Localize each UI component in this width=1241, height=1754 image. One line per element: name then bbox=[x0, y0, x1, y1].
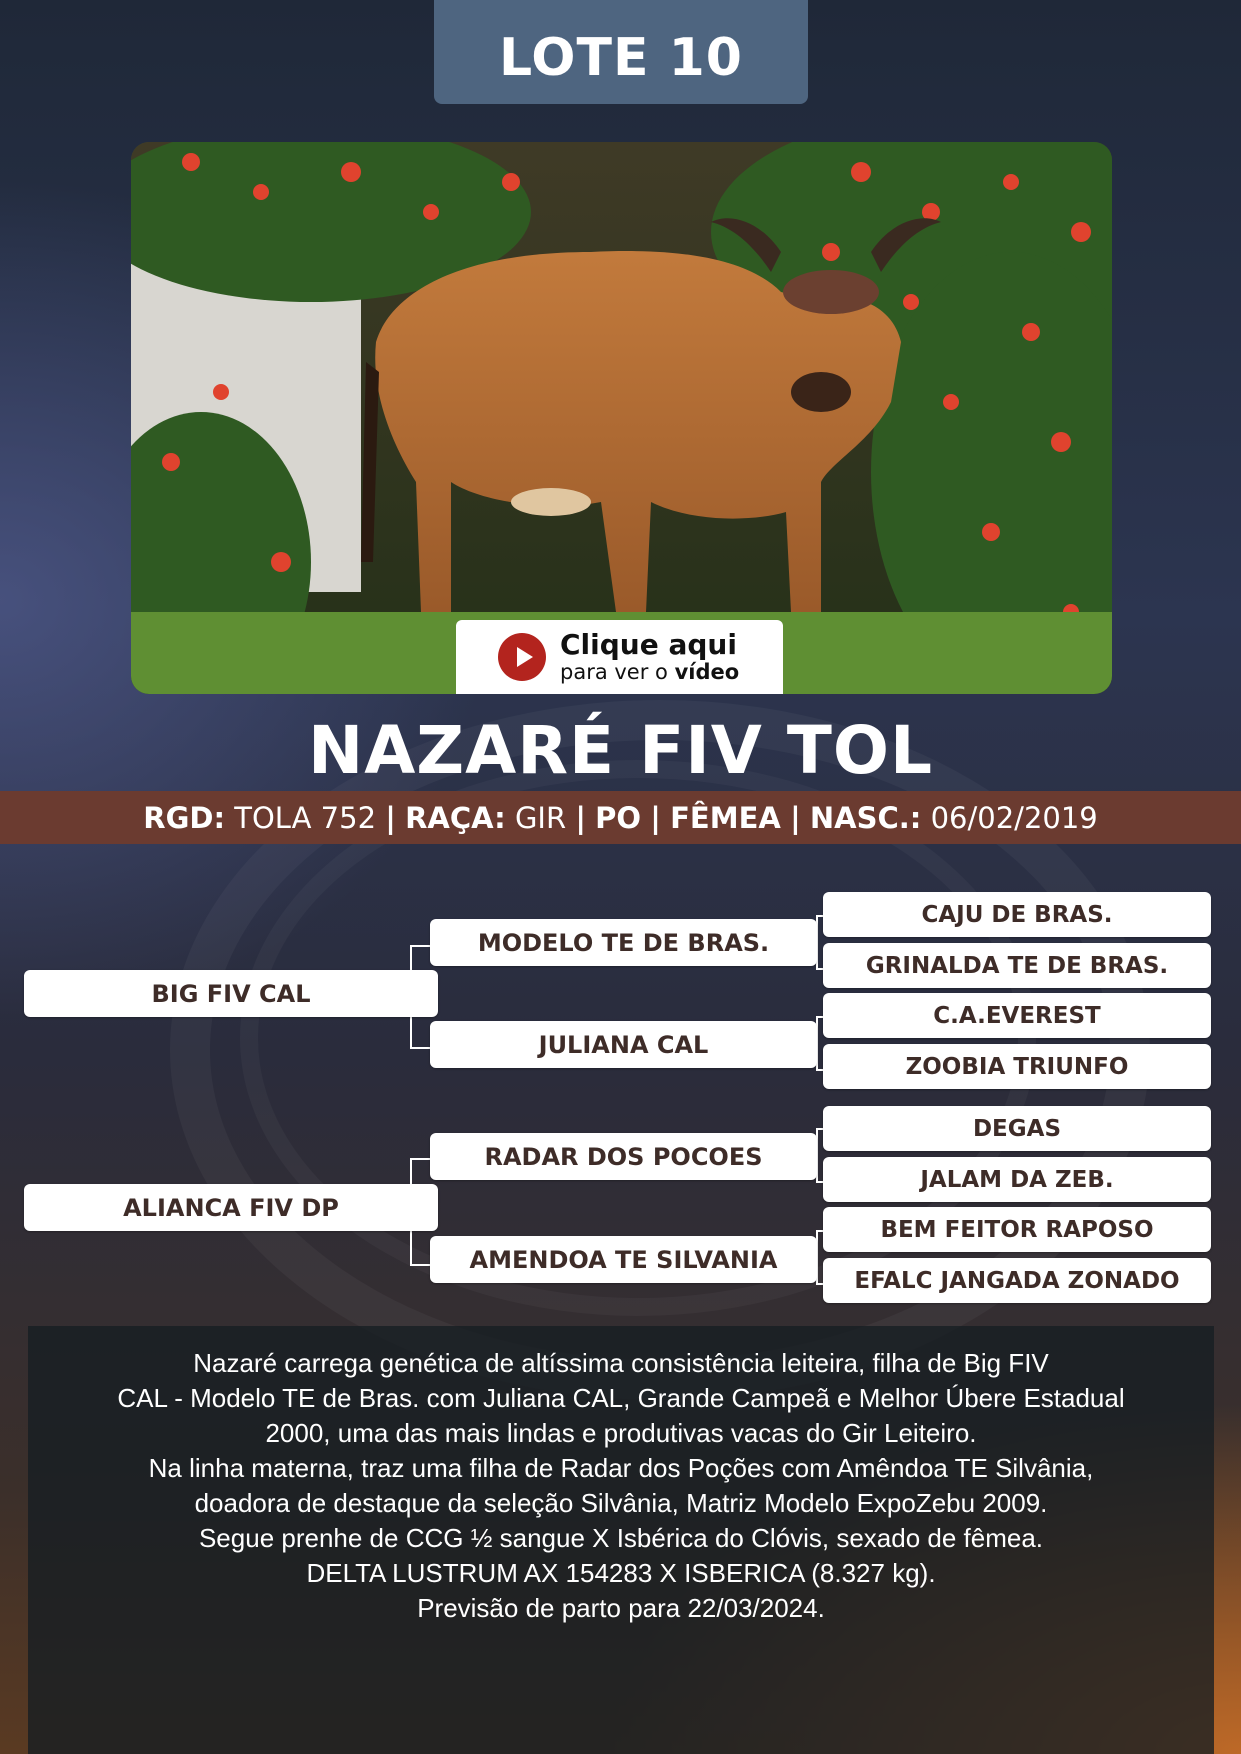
video-sub-prefix: para ver o bbox=[560, 660, 675, 684]
raca-label: RAÇA: bbox=[405, 800, 506, 835]
separator: | bbox=[650, 800, 661, 835]
separator: | bbox=[575, 800, 586, 835]
pedigree-sire: BIG FIV CAL bbox=[24, 970, 438, 1017]
description-line: Nazaré carrega genética de altíssima consistência leiteira, filha de Big FIV bbox=[193, 1348, 1049, 1378]
video-title: Clique aqui bbox=[560, 628, 737, 661]
pedigree-sire-sire: MODELO TE DE BRAS. bbox=[430, 919, 817, 966]
nasc-label: NASC.: bbox=[809, 800, 922, 835]
description-text bbox=[28, 1346, 1214, 1626]
pedigree-dam-dam-dam: EFALC JANGADA ZONADO bbox=[823, 1258, 1211, 1303]
description-line: CAL - Modelo TE de Bras. com Juliana CAL, Grande Campeã e Melhor Úbere Estadual bbox=[117, 1383, 1125, 1413]
video-sub-bold: vídeo bbox=[674, 660, 740, 684]
separator: | bbox=[790, 800, 801, 835]
description-line: Segue prenhe de CCG ½ sangue X Isbérica do Clóvis, sexado de fêmea. bbox=[198, 1523, 1044, 1553]
play-icon bbox=[498, 633, 546, 681]
pedigree-sire-sire-dam: GRINALDA TE DE BRAS. bbox=[823, 943, 1211, 988]
pedigree-dam-sire-sire: DEGAS bbox=[823, 1106, 1211, 1151]
description-panel bbox=[28, 1326, 1214, 1754]
animal-photo bbox=[131, 142, 1112, 694]
video-subtitle bbox=[560, 662, 739, 683]
description-line: DELTA LUSTRUM AX 154283 X ISBERICA (8.327 kg). bbox=[306, 1558, 936, 1588]
animal-name: NAZARÉ FIV TOL bbox=[307, 712, 933, 789]
rgd-label: RGD: bbox=[143, 800, 226, 835]
description-line: 2000, uma das mais lindas e produtivas vacas do Gir Leiteiro. bbox=[265, 1418, 977, 1448]
info-bar bbox=[0, 791, 1241, 844]
separator: | bbox=[385, 800, 396, 835]
pedigree-dam: ALIANCA FIV DP bbox=[24, 1184, 438, 1231]
pedigree-sire-dam-dam: ZOOBIA TRIUNFO bbox=[823, 1044, 1211, 1089]
raca-value: GIR bbox=[514, 800, 567, 835]
pedigree-sire-dam-sire: C.A.EVEREST bbox=[823, 993, 1211, 1038]
sex-value: FÊMEA bbox=[670, 800, 781, 835]
lot-badge bbox=[434, 0, 808, 104]
rgd-value: TOLA 752 bbox=[234, 800, 377, 835]
description-line: doadora de destaque da seleção Silvânia, Matriz Modelo ExpoZebu 2009. bbox=[194, 1488, 1048, 1518]
nasc-value: 06/02/2019 bbox=[930, 800, 1098, 835]
description-line: Previsão de parto para 22/03/2024. bbox=[417, 1593, 825, 1623]
lot-label: LOTE 10 bbox=[499, 28, 743, 88]
pedigree-dam-dam-sire: BEM FEITOR RAPOSO bbox=[823, 1207, 1211, 1252]
watch-video-button[interactable] bbox=[456, 620, 783, 694]
pedigree-sire-dam: JULIANA CAL bbox=[430, 1021, 817, 1068]
description-line: Na linha materna, traz uma filha de Radar dos Poções com Amêndoa TE Silvânia, bbox=[148, 1453, 1094, 1483]
po-value: PO bbox=[595, 800, 642, 835]
cow-image bbox=[131, 142, 1112, 694]
pedigree-sire-sire-sire: CAJU DE BRAS. bbox=[823, 892, 1211, 937]
pedigree-dam-sire: RADAR DOS POCOES bbox=[430, 1133, 817, 1180]
pedigree-dam-dam: AMENDOA TE SILVANIA bbox=[430, 1236, 817, 1283]
pedigree-dam-sire-dam: JALAM DA ZEB. bbox=[823, 1157, 1211, 1202]
